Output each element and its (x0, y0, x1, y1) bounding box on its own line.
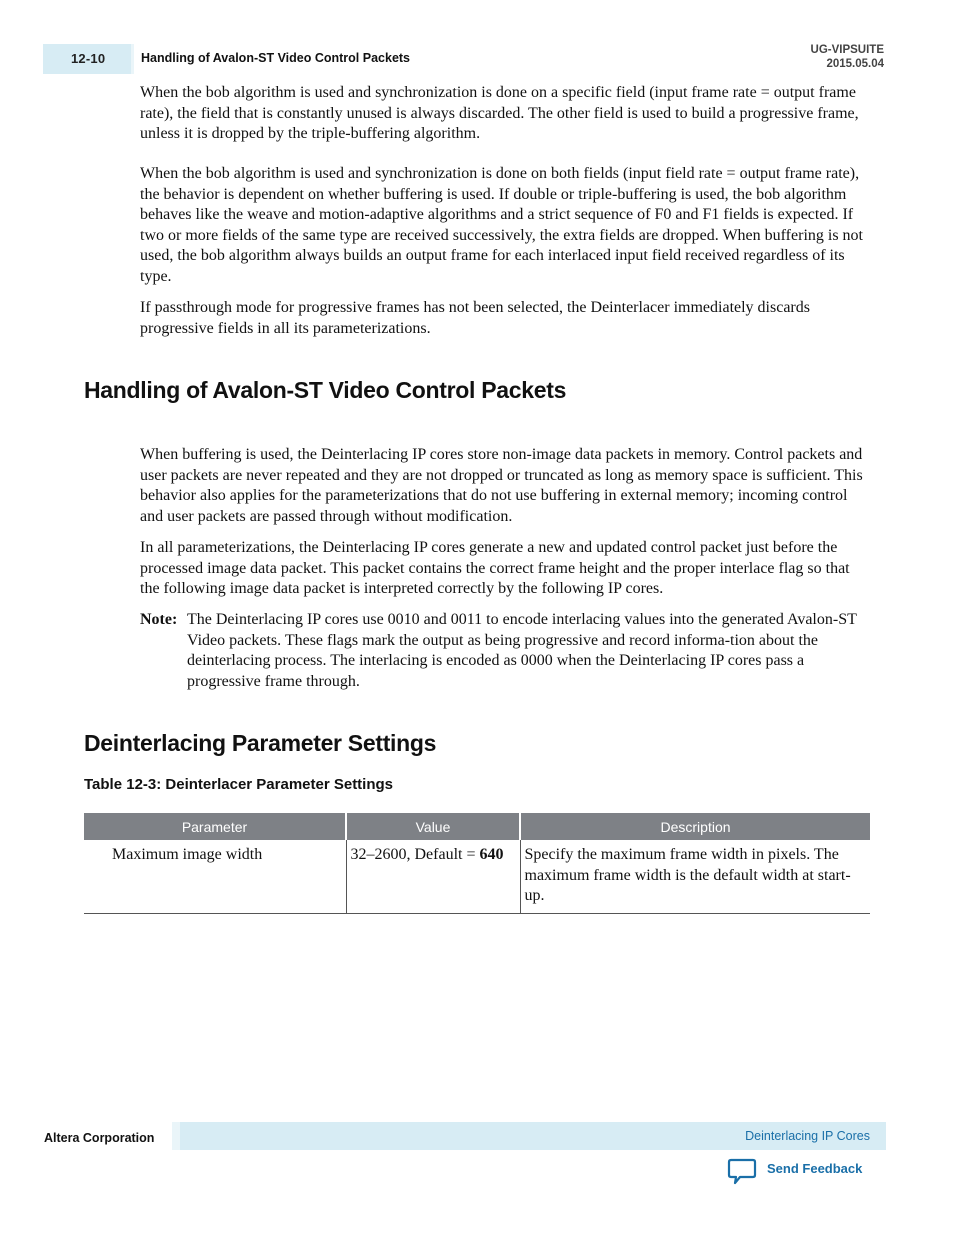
send-feedback-label: Send Feedback (767, 1161, 863, 1176)
intro-paragraph-2: When the bob algorithm is used and synchronization is done on both fields (input field rate = output frame rate), the behavior is dependent on whether buffering is used. If double or triple-buffering is used, the bob algorithm behaves like the weave and motion-adaptive algorithms and a strict sequence of F0 and F1 fields is expected. If two or more fields of the same type are received successively, the extra fields are dropped. When buffering is not used, the bob algorithm always builds an output frame for each interlaced input field received regardless of its type. (140, 165, 863, 285)
cell-value (346, 840, 520, 913)
doc-info (811, 43, 884, 71)
value-range: 32–2600, Default = (350, 846, 480, 863)
page-number-tab (43, 44, 134, 74)
doc-date: 2015.05.04 (826, 58, 884, 70)
note-label: Note: (140, 611, 178, 628)
section-heading-control-packets: Handling of Avalon-ST Video Control Packets (84, 377, 567, 403)
page-number: 12-10 (71, 51, 106, 66)
cell-description: Specify the maximum frame width in pixels. The maximum frame width is the default width at start-up. (520, 840, 870, 913)
section-heading-parameter-settings: Deinterlacing Parameter Settings (84, 730, 437, 756)
table-row (84, 840, 870, 913)
table-header-row (84, 813, 870, 840)
intro-paragraph-1: When the bob algorithm is used and synchronization is done on a specific field (input frame rate = output frame rate), the field that is constantly unused is always discarded. The other field is used to build a progressive frame, unless it is dropped by the triple-buffering algorithm. (140, 84, 859, 143)
section1-paragraph-2: In all parameterizations, the Deinterlacing IP cores generate a new and updated control packet just before the processed image data packet. This packet contains the correct frame height and the proper interlace flag so that the following image data packet is interpreted correctly by the following IP cores. (140, 539, 850, 598)
column-header-parameter: Parameter (84, 813, 346, 840)
doc-id: UG-VIPSUITE (810, 44, 884, 56)
column-header-value: Value (346, 813, 520, 840)
running-header-title: Handling of Avalon-ST Video Control Packets (141, 51, 411, 65)
section1-paragraph-1: When buffering is used, the Deinterlacing IP cores store non-image data packets in memory. Control packets and user packets are never repeated and they are not dropped or truncated as long as memory space is sufficient. This behavior also applies for the parameterizations that do not use buffering in external memory; incoming control and user packets are passed through without modification. (140, 446, 863, 525)
note-text: The Deinterlacing IP cores use 0010 and 0011 to encode interlacing values into the generated Avalon-ST Video packets. These flags mark the output as being progressive and record informa-tion about the deinterlacing process. The interlacing is encoded as 0000 when the Deinterlacing IP cores pass a progressive frame through. (187, 611, 857, 690)
speech-bubble-icon (727, 1158, 757, 1191)
send-feedback-button[interactable] (727, 1158, 862, 1188)
value-default: 640 (479, 846, 504, 863)
parameter-table (84, 813, 870, 914)
footer-company: Altera Corporation (44, 1131, 155, 1145)
column-header-description: Description (520, 813, 870, 840)
intro-paragraph-3: If passthrough mode for progressive frames has not been selected, the Deinterlacer immediately discards progressive fields in all its parameterizations. (140, 299, 810, 337)
footer-chapter-link[interactable]: Deinterlacing IP Cores (745, 1129, 870, 1143)
table-caption: Table 12-3: Deinterlacer Parameter Settings (84, 776, 394, 793)
cell-parameter: Maximum image width (84, 840, 346, 913)
